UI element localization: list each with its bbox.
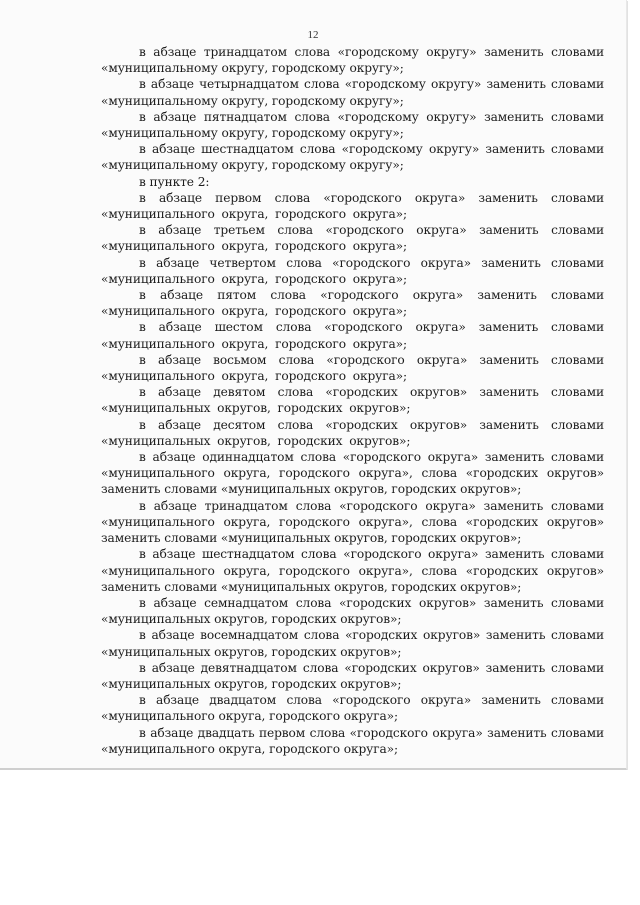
blank-area xyxy=(0,770,640,905)
paragraph: в абзаце девятнадцатом слова «городских округов» заменить словами «муниципальных округов, городских округов»; xyxy=(101,660,604,691)
paragraph: в абзаце семнадцатом слова «городских округов» заменить словами «муниципальных округов, городских округов»; xyxy=(101,595,604,627)
paragraph: в абзаце двадцать первом слова «городского округа» заменить словами «муниципального округа, городского округа»; xyxy=(101,725,604,756)
paragraph: в абзаце пятнадцатом слова «городскому округу» заменить словами «муниципальному округу, городскому округу»; xyxy=(101,109,604,141)
paragraph: в абзаце одиннадцатом слова «городского округа» заменить словами «муниципального округа, городского округа», слова «городских округов» заменить словами «муниципальных округов, городских округов»; xyxy=(101,450,604,497)
paragraph: в абзаце четырнадцатом слова «городскому округу» заменить словами «муниципальному округу, городскому округу»; xyxy=(101,77,604,108)
paragraph: в абзаце шестом слова «городского округа» заменить словами «муниципального округа, городского округа»; xyxy=(101,320,604,351)
paragraph: в абзаце девятом слова «городских округов» заменить словами «муниципальных округов, городских округов»; xyxy=(101,385,604,416)
paragraph: в абзаце пятом слова «городского округа» заменить словами «муниципального округа, городского округа»; xyxy=(101,288,604,319)
paragraph: в абзаце третьем слова «городского округа» заменить словами «муниципального округа, городского округа»; xyxy=(101,223,604,254)
paragraph: в абзаце первом слова «городского округа» заменить словами «муниципального округа, городского округа»; xyxy=(101,190,604,222)
paragraph: в абзаце тринадцатом слова «городского округа» заменить словами «муниципального округа, городского округа», слова «городских округов» заменить словами «муниципальных округов, городских округов»; xyxy=(101,498,604,546)
paragraph: в абзаце шестнадцатом слова «городскому округу» заменить словами «муниципальному округу, городскому округу»; xyxy=(101,142,604,173)
paragraph-heading: в пункте 2: xyxy=(139,174,210,189)
paragraph: в абзаце восьмом слова «городского округа» заменить словами «муниципального округа, городского округа»; xyxy=(101,352,604,384)
page-number: 12 xyxy=(307,29,319,41)
paragraph: в абзаце шестнадцатом слова «городского округа» заменить словами «муниципального округа, городского округа», слова «городских округов» заменить словами «муниципальных округов, городских округов»; xyxy=(101,547,604,594)
paragraph: в абзаце десятом слова «городских округов» заменить словами «муниципальных округов, городских округов»; xyxy=(101,417,604,448)
paragraph: в абзаце двадцатом слова «городского округа» заменить словами «муниципального округа, городского округа»; xyxy=(101,693,604,724)
paragraph: в абзаце четвертом слова «городского округа» заменить словами «муниципального округа, городского округа»; xyxy=(101,255,604,286)
paragraph: в абзаце восемнадцатом слова «городских округов» заменить словами «муниципальных округов, городских округов»; xyxy=(101,628,604,659)
paragraph: в абзаце тринадцатом слова «городскому округу» заменить словами «муниципальному округу, городскому округу»; xyxy=(101,45,604,76)
document-body xyxy=(101,44,604,757)
